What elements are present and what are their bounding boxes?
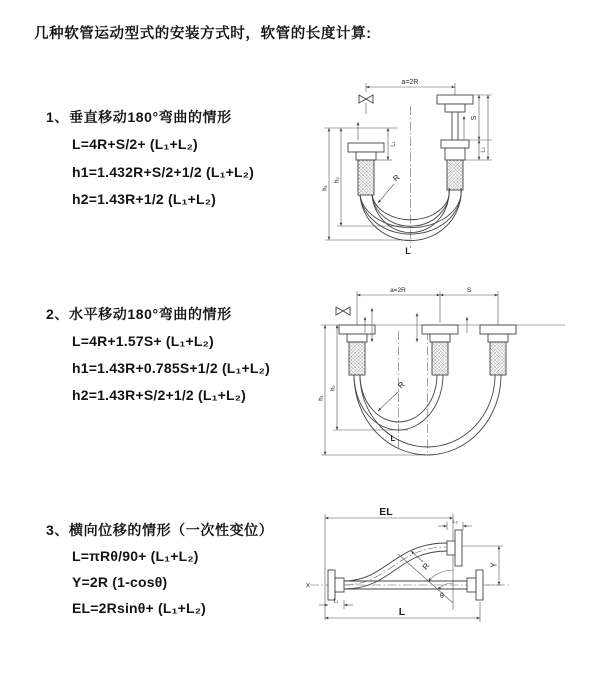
dim-l2 — [438, 519, 472, 530]
d1-label-r: R — [391, 172, 402, 184]
formula-line: h1=1.432R+S/2+1/2 (L₁+L₂) — [72, 164, 254, 180]
radius-leader — [378, 380, 407, 411]
d3-label-l: L — [398, 606, 406, 618]
d2-label-l: L — [390, 434, 396, 443]
valve-icon — [336, 307, 350, 315]
dim-h2 — [331, 325, 409, 430]
dim-l1 — [319, 599, 353, 610]
moved-pipe-fitting — [480, 325, 516, 375]
d1-label-s: S — [471, 115, 478, 121]
d1-label-h2: h₂ — [334, 177, 341, 183]
formula-line: L=4R+1.57S+ (L₁+L₂) — [72, 333, 214, 349]
d3-label-el: EL — [379, 506, 393, 518]
dim-l2 — [479, 140, 487, 160]
left-pipe-fitting — [339, 325, 375, 375]
diagram-vertical-180-bend — [314, 70, 596, 268]
angle-theta — [398, 554, 453, 603]
dim-a2r — [366, 79, 455, 95]
diagram-lateral-displacement — [298, 500, 600, 652]
dim-s — [440, 287, 498, 295]
d2-label-a2r: a=2R — [390, 287, 406, 294]
section-3-heading: 3、横向位移的情形（一次性变位） — [46, 522, 274, 538]
page-title: 几种软管运动型式的安装方式时，软管的长度计算: — [34, 26, 372, 42]
dim-s — [463, 95, 492, 160]
formula-line: h2=1.43R+S/2+1/2 (L₁+L₂) — [72, 387, 247, 403]
d3-label-x: X — [305, 583, 311, 590]
d2-label-h1: h₁ — [318, 395, 325, 401]
d1-label-h1: h₁ — [322, 185, 329, 191]
d1-label-l2: L₂ — [480, 147, 487, 153]
d3-label-l2: L₂ — [452, 519, 458, 525]
diagram-horizontal-180-bend — [313, 283, 600, 463]
formula-line: h1=1.43R+0.785S+1/2 (L₁+L₂) — [72, 360, 270, 376]
d2-label-r: R — [396, 379, 407, 391]
d1-label-l: L — [405, 246, 411, 256]
d1-label-l1: L₁ — [390, 141, 397, 147]
d1-label-a2r: a=2R — [401, 79, 419, 86]
formula-line: L=πRθ/90+ (L₁+L₂) — [72, 548, 199, 564]
dim-a2r — [357, 287, 498, 325]
right-pipe-fitting — [437, 95, 473, 190]
section-2-heading: 2、水平移动180°弯曲的情形 — [46, 306, 232, 322]
formula-line: h2=1.43R+1/2 (L₁+L₂) — [72, 191, 217, 207]
left-flange — [328, 570, 344, 600]
formula-line: EL=2Rsinθ+ (L₁+L₂) — [72, 600, 207, 616]
d3-label-l1: L₁ — [333, 598, 339, 605]
section-1-heading: 1、垂直移动180°弯曲的情形 — [46, 109, 232, 125]
radius-leader — [378, 173, 402, 203]
valve-icon — [359, 95, 373, 114]
hose-s-curve — [344, 543, 447, 589]
d3-label-y: Y — [489, 562, 499, 568]
upper-flange — [447, 530, 462, 566]
formula-line: Y=2R (1-cosθ) — [72, 574, 168, 590]
d3-label-theta: θ — [440, 593, 444, 600]
d2-label-s: S — [466, 287, 472, 294]
d2-label-h2: h₂ — [330, 385, 337, 391]
d3-label-r: R — [420, 561, 432, 572]
left-pipe-fitting — [348, 143, 384, 195]
formula-line: L=4R+S/2+ (L₁+L₂) — [72, 136, 198, 152]
